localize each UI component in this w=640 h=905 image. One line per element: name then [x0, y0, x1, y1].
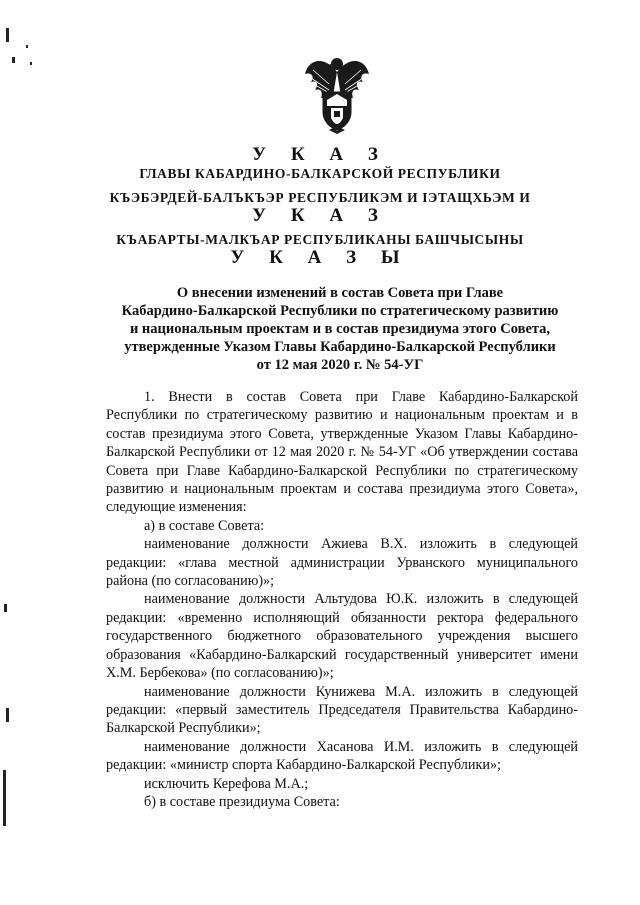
- scan-mark: [30, 62, 32, 65]
- header-ukaz-kabardian: У К А З: [252, 205, 388, 226]
- title-line: О внесении изменений в состав Совета при Главе: [176, 285, 504, 301]
- header-kabardian: КЪЭБЭРДЕЙ-БАЛЪКЪЭР РЕСПУБЛИКЭМ И IЭТАЩХЬЭМ И: [109, 190, 531, 205]
- paragraph-kerefov: исключить Керефова М.А.;: [144, 775, 309, 792]
- scan-mark: [12, 57, 15, 63]
- paragraph-kunizhev: наименование должности Кунижева М.А. изложить в следующей редакции: «первый заместитель Председателя Правительства Кабардино-Балкарской Республики»;: [106, 683, 578, 737]
- paragraph-altudov: наименование должности Альтудова Ю.К. изложить в следующей редакции: «временно исполняющий обязанности ректора федерального государственного бюджетного образовательного учреждения высшего образования «Кабардино-Балкарский государственный университет имени Х.М. Бербекова» (по согласованию)»;: [106, 591, 578, 682]
- paragraph-azhiev: наименование должности Ажиева В.Х. изложить в следующей редакции: «глава местной администрации Урванского муниципального района (по согласованию)»;: [106, 536, 578, 590]
- header-ukazy-balkar: У К А З Ы: [230, 247, 410, 268]
- document-body: [106, 388, 578, 811]
- header-balkar: КЪАБАРТЫ-МАЛКЪАР РЕСПУБЛИКАНЫ БАШЧЫСЫНЫ: [116, 232, 524, 247]
- header-glavy: ГЛАВЫ КАБАРДИНО-БАЛКАРСКОЙ РЕСПУБЛИКИ: [139, 166, 501, 181]
- title-line: от 12 мая 2020 г. № 54-УГ: [256, 357, 424, 373]
- scan-mark: [3, 770, 6, 826]
- paragraph-1: 1. Внести в состав Совета при Главе Кабардино-Балкарской Республики по стратегическому развитию и национальным проектам и в состав президиума этого Совета, утвержденные Указом Главы Кабардино-Балкарской Республики от 12 мая 2020 г. № 54-УГ «Об утверждении состава Совета при Главе Кабардино-Балкарской Республики по стратегическому развитию и национальным проектам и состава президиума этого Совета», следующие изменения:: [106, 389, 578, 516]
- title-line: и национальным проектам и в состав президиума этого Совета,: [129, 321, 551, 337]
- scan-mark: [26, 45, 28, 48]
- header-ukaz: У К А З: [252, 144, 388, 165]
- document-title: [90, 284, 590, 374]
- scan-mark: [6, 28, 9, 42]
- coat-of-arms-emblem: [303, 50, 371, 134]
- item-a: а) в составе Совета:: [144, 517, 265, 534]
- scan-mark: [4, 604, 7, 612]
- title-line: Кабардино-Балкарской Республики по стратегическому развитию: [121, 303, 559, 319]
- title-line: утвержденные Указом Главы Кабардино-Балкарской Республики: [124, 339, 556, 355]
- scan-mark: [6, 708, 9, 722]
- item-b: б) в составе президиума Совета:: [144, 793, 340, 810]
- paragraph-khasanov: наименование должности Хасанова И.М. изложить в следующей редакции: «министр спорта Кабардино-Балкарской Республики»;: [106, 738, 578, 774]
